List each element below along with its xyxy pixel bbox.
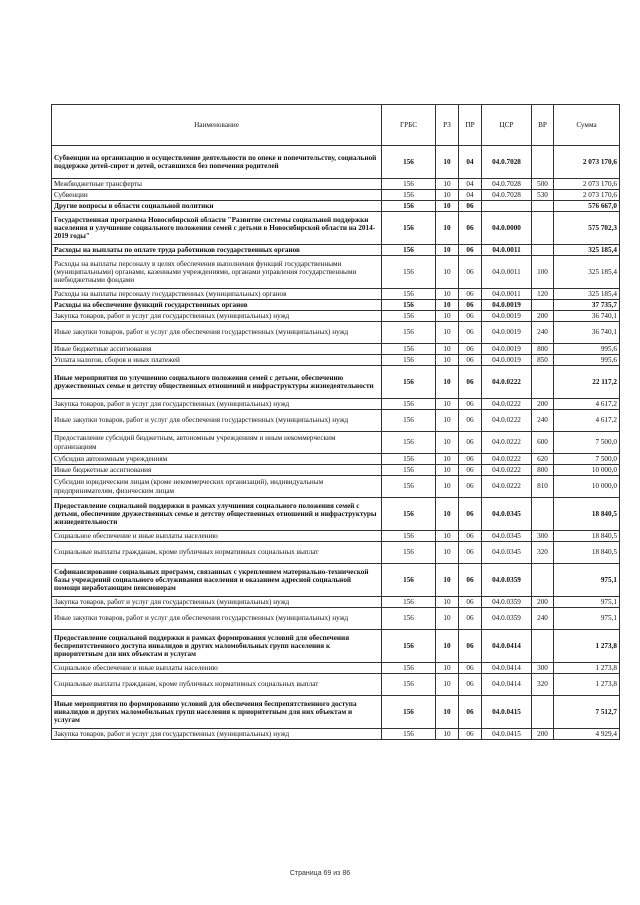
table-row	[52, 190, 620, 201]
cell-csr: 04.0.0415	[482, 696, 532, 729]
cell-rz: 10	[436, 245, 459, 256]
cell-pr: 06	[459, 300, 482, 311]
cell-pr: 06	[459, 454, 482, 465]
table-row	[52, 608, 620, 630]
cell-name: Социальные выплаты гражданам, кроме публичных нормативных социальных выплат	[52, 674, 382, 696]
table-row	[52, 201, 620, 212]
col-header-sum: Сумма	[554, 105, 620, 146]
table-row	[52, 322, 620, 344]
cell-grbs: 156	[382, 531, 436, 542]
table-row	[52, 674, 620, 696]
cell-rz: 10	[436, 674, 459, 696]
cell-sum: 7 500,0	[554, 454, 620, 465]
cell-sum: 2 073 170,6	[554, 146, 620, 179]
cell-grbs: 156	[382, 630, 436, 663]
cell-pr: 06	[459, 311, 482, 322]
cell-grbs: 156	[382, 432, 436, 454]
table-row	[52, 289, 620, 300]
table-row	[52, 344, 620, 355]
cell-name: Социальное обеспечение и иные выплаты населению	[52, 531, 382, 542]
cell-pr: 06	[459, 201, 482, 212]
cell-grbs: 156	[382, 454, 436, 465]
cell-csr: 04.0.0414	[482, 663, 532, 674]
cell-vr: 200	[532, 597, 554, 608]
cell-name: Иные мероприятия по улучшению социального положения семей с детьми, обеспечению дружественных семье и детству общественных отношений и инфраструктуры жизнедеятельности	[52, 366, 382, 399]
cell-vr: 100	[532, 256, 554, 289]
cell-rz: 10	[436, 597, 459, 608]
cell-grbs: 156	[382, 179, 436, 190]
cell-vr: 200	[532, 729, 554, 740]
cell-name: Иные мероприятия по формированию условий для обеспечения беспрепятственного доступа инвалидов и других маломобильных групп населения к приоритетным для них объектам и услугам	[52, 696, 382, 729]
cell-grbs: 156	[382, 300, 436, 311]
cell-pr: 06	[459, 355, 482, 366]
cell-pr: 06	[459, 630, 482, 663]
cell-name: Закупка товаров, работ и услуг для государственных (муниципальных) нужд	[52, 729, 382, 740]
cell-rz: 10	[436, 190, 459, 201]
table-row	[52, 245, 620, 256]
cell-name: Закупка товаров, работ и услуг для государственных (муниципальных) нужд	[52, 311, 382, 322]
cell-vr	[532, 212, 554, 245]
table-row	[52, 597, 620, 608]
cell-rz: 10	[436, 355, 459, 366]
cell-vr	[532, 201, 554, 212]
cell-pr: 06	[459, 256, 482, 289]
cell-csr: 04.0.0345	[482, 531, 532, 542]
col-header-grbs: ГРБС	[382, 105, 436, 146]
cell-vr: 300	[532, 531, 554, 542]
cell-vr: 200	[532, 399, 554, 410]
cell-rz: 10	[436, 289, 459, 300]
cell-vr: 800	[532, 465, 554, 476]
table-row	[52, 410, 620, 432]
cell-pr: 06	[459, 476, 482, 498]
cell-grbs: 156	[382, 256, 436, 289]
cell-vr: 240	[532, 322, 554, 344]
cell-sum: 2 073 170,6	[554, 179, 620, 190]
cell-rz: 10	[436, 542, 459, 564]
cell-pr: 06	[459, 465, 482, 476]
cell-sum: 995,6	[554, 355, 620, 366]
cell-name: Расходы на выплаты персоналу в целях обеспечения выполнения функций государственными (муниципальными) органами, казенными учреждениями, органами управления государственными внебюджетными фондами	[52, 256, 382, 289]
table-row	[52, 465, 620, 476]
cell-sum: 37 735,7	[554, 300, 620, 311]
table-row	[52, 212, 620, 245]
cell-name: Предоставление субсидий бюджетным, автономным учреждениям и иным некоммерческим организациям	[52, 432, 382, 454]
cell-sum: 18 840,5	[554, 542, 620, 564]
cell-name: Иные закупки товаров, работ и услуг для обеспечения государственных (муниципальных) нужд	[52, 410, 382, 432]
cell-csr: 04.0.0222	[482, 465, 532, 476]
cell-csr	[482, 201, 532, 212]
cell-pr: 06	[459, 531, 482, 542]
cell-vr: 300	[532, 663, 554, 674]
table-row	[52, 366, 620, 399]
cell-grbs: 156	[382, 410, 436, 432]
cell-vr	[532, 245, 554, 256]
cell-vr	[532, 498, 554, 531]
cell-grbs: 156	[382, 146, 436, 179]
cell-csr: 04.0.0000	[482, 212, 532, 245]
cell-csr: 04.0.0222	[482, 399, 532, 410]
cell-sum: 22 117,2	[554, 366, 620, 399]
cell-name: Другие вопросы в области социальной политики	[52, 201, 382, 212]
cell-name: Расходы на обеспечение функций государственных органов	[52, 300, 382, 311]
cell-sum: 575 702,3	[554, 212, 620, 245]
cell-pr: 06	[459, 608, 482, 630]
col-header-csr: ЦСР	[482, 105, 532, 146]
header-row	[52, 105, 620, 146]
cell-pr: 06	[459, 696, 482, 729]
cell-csr: 04.0.0011	[482, 256, 532, 289]
table-row	[52, 146, 620, 179]
cell-csr: 04.0.0414	[482, 674, 532, 696]
cell-rz: 10	[436, 366, 459, 399]
cell-rz: 10	[436, 432, 459, 454]
cell-vr: 620	[532, 454, 554, 465]
table-row	[52, 300, 620, 311]
cell-name: Предоставление социальной поддержки в рамках формирования условий для обеспечения беспрепятственного доступа инвалидов и других маломобильных групп населения к приоритетным для них объектам и услугам	[52, 630, 382, 663]
cell-sum: 975,1	[554, 608, 620, 630]
cell-grbs: 156	[382, 465, 436, 476]
cell-csr: 04.0.0359	[482, 564, 532, 597]
cell-sum: 1 273,8	[554, 663, 620, 674]
cell-grbs: 156	[382, 674, 436, 696]
cell-sum: 18 840,5	[554, 498, 620, 531]
cell-sum: 36 740,1	[554, 322, 620, 344]
cell-pr: 06	[459, 729, 482, 740]
cell-rz: 10	[436, 201, 459, 212]
cell-name: Закупка товаров, работ и услуг для государственных (муниципальных) нужд	[52, 399, 382, 410]
cell-name: Иные закупки товаров, работ и услуг для обеспечения государственных (муниципальных) нужд	[52, 322, 382, 344]
cell-csr: 04.0.0345	[482, 498, 532, 531]
cell-name: Социальное обеспечение и иные выплаты населению	[52, 663, 382, 674]
cell-name: Субсидии юридическим лицам (кроме некоммерческих организаций), индивидуальным предпринимателям, физическим лицам	[52, 476, 382, 498]
cell-name: Иные бюджетные ассигнования	[52, 344, 382, 355]
cell-rz: 10	[436, 729, 459, 740]
cell-csr: 04.0.7028	[482, 146, 532, 179]
cell-pr: 04	[459, 190, 482, 201]
cell-name: Расходы на выплаты персоналу государственных (муниципальных) органов	[52, 289, 382, 300]
cell-vr: 800	[532, 344, 554, 355]
table-row	[52, 729, 620, 740]
cell-vr	[532, 146, 554, 179]
cell-pr: 06	[459, 674, 482, 696]
cell-name: Закупка товаров, работ и услуг для государственных (муниципальных) нужд	[52, 597, 382, 608]
cell-rz: 10	[436, 256, 459, 289]
cell-name: Социальные выплаты гражданам, кроме публичных нормативных социальных выплат	[52, 542, 382, 564]
cell-csr: 04.0.0359	[482, 597, 532, 608]
cell-rz: 10	[436, 311, 459, 322]
col-header-rz: РЗ	[436, 105, 459, 146]
cell-pr: 06	[459, 399, 482, 410]
page-number: Страница 69 из 86	[289, 870, 351, 877]
cell-sum: 325 185,4	[554, 289, 620, 300]
cell-csr: 04.0.0019	[482, 344, 532, 355]
cell-rz: 10	[436, 212, 459, 245]
cell-csr: 04.0.0415	[482, 729, 532, 740]
cell-rz: 10	[436, 630, 459, 663]
table-row	[52, 630, 620, 663]
budget-table	[51, 104, 620, 740]
cell-name: Межбюджетные трансферты	[52, 179, 382, 190]
table-row	[52, 531, 620, 542]
cell-vr	[532, 696, 554, 729]
cell-pr: 06	[459, 410, 482, 432]
table-row	[52, 256, 620, 289]
cell-pr: 06	[459, 663, 482, 674]
cell-pr: 04	[459, 179, 482, 190]
cell-csr: 04.0.0019	[482, 311, 532, 322]
cell-name: Субсидии автономным учреждениям	[52, 454, 382, 465]
cell-sum: 975,1	[554, 597, 620, 608]
cell-rz: 10	[436, 410, 459, 432]
cell-rz: 10	[436, 454, 459, 465]
cell-pr: 06	[459, 432, 482, 454]
cell-name: Предоставление социальной поддержки в рамках улучшения социального положения семей с детьми, обеспечение дружественных семье и детству общественных отношений и инфраструктуры жизнедеятельности	[52, 498, 382, 531]
cell-grbs: 156	[382, 366, 436, 399]
cell-csr: 04.0.0019	[482, 355, 532, 366]
table-row	[52, 663, 620, 674]
cell-csr: 04.0.0414	[482, 630, 532, 663]
cell-vr: 530	[532, 190, 554, 201]
cell-pr: 06	[459, 366, 482, 399]
cell-rz: 10	[436, 179, 459, 190]
cell-rz: 10	[436, 399, 459, 410]
cell-vr: 240	[532, 410, 554, 432]
cell-grbs: 156	[382, 399, 436, 410]
cell-name: Иные закупки товаров, работ и услуг для обеспечения государственных (муниципальных) нужд	[52, 608, 382, 630]
cell-sum: 4 617,2	[554, 399, 620, 410]
cell-csr: 04.0.0359	[482, 608, 532, 630]
cell-csr: 04.0.7028	[482, 190, 532, 201]
cell-grbs: 156	[382, 344, 436, 355]
table-row	[52, 564, 620, 597]
table-row	[52, 355, 620, 366]
cell-csr: 04.0.0222	[482, 366, 532, 399]
cell-grbs: 156	[382, 245, 436, 256]
cell-rz: 10	[436, 344, 459, 355]
cell-csr: 04.0.0011	[482, 245, 532, 256]
cell-csr: 04.0.0222	[482, 476, 532, 498]
cell-csr: 04.0.0019	[482, 322, 532, 344]
cell-sum: 7 500,0	[554, 432, 620, 454]
cell-grbs: 156	[382, 311, 436, 322]
cell-pr: 06	[459, 564, 482, 597]
cell-grbs: 156	[382, 212, 436, 245]
cell-vr: 120	[532, 289, 554, 300]
cell-name: Иные бюджетные ассигнования	[52, 465, 382, 476]
cell-pr: 06	[459, 344, 482, 355]
table-row	[52, 432, 620, 454]
cell-grbs: 156	[382, 476, 436, 498]
cell-rz: 10	[436, 465, 459, 476]
cell-sum: 576 667,0	[554, 201, 620, 212]
cell-vr	[532, 630, 554, 663]
cell-sum: 2 073 170,6	[554, 190, 620, 201]
col-header-vr: ВР	[532, 105, 554, 146]
cell-csr: 04.0.0222	[482, 432, 532, 454]
cell-csr: 04.0.0222	[482, 454, 532, 465]
cell-rz: 10	[436, 531, 459, 542]
cell-name: Уплата налогов, сборов и иных платежей	[52, 355, 382, 366]
table-row	[52, 498, 620, 531]
cell-pr: 06	[459, 289, 482, 300]
cell-grbs: 156	[382, 542, 436, 564]
cell-name: Субвенции на организацию и осуществление деятельности по опеке и попечительству, социальной поддержке детей-сирот и детей, оставшихся без попечения родителей	[52, 146, 382, 179]
cell-rz: 10	[436, 696, 459, 729]
cell-grbs: 156	[382, 322, 436, 344]
cell-sum: 1 273,8	[554, 674, 620, 696]
cell-grbs: 156	[382, 289, 436, 300]
cell-sum: 325 185,4	[554, 256, 620, 289]
cell-rz: 10	[436, 498, 459, 531]
cell-rz: 10	[436, 608, 459, 630]
cell-vr: 200	[532, 311, 554, 322]
cell-vr: 320	[532, 542, 554, 564]
cell-vr: 320	[532, 674, 554, 696]
cell-csr: 04.0.0011	[482, 289, 532, 300]
cell-csr: 04.0.7028	[482, 179, 532, 190]
table-row	[52, 399, 620, 410]
cell-sum: 36 740,1	[554, 311, 620, 322]
cell-name: Государственная программа Новосибирской области "Развитие системы социальной поддержки населения и улучшение социального положения семей с детьми в Новосибирской области на 2014-2019 годы"	[52, 212, 382, 245]
cell-grbs: 156	[382, 696, 436, 729]
cell-grbs: 156	[382, 729, 436, 740]
cell-csr: 04.0.0222	[482, 410, 532, 432]
cell-pr: 06	[459, 245, 482, 256]
cell-rz: 10	[436, 564, 459, 597]
cell-sum: 975,1	[554, 564, 620, 597]
cell-grbs: 156	[382, 498, 436, 531]
cell-pr: 06	[459, 322, 482, 344]
cell-sum: 18 840,5	[554, 531, 620, 542]
cell-name: Расходы на выплаты по оплате труда работников государственных органов	[52, 245, 382, 256]
cell-sum: 995,6	[554, 344, 620, 355]
table-row	[52, 476, 620, 498]
table-body	[52, 146, 620, 740]
cell-rz: 10	[436, 300, 459, 311]
cell-rz: 10	[436, 663, 459, 674]
cell-sum: 1 273,8	[554, 630, 620, 663]
cell-vr: 240	[532, 608, 554, 630]
cell-name: Софинансирование социальных программ, связанных с укреплением материально-технической базы учреждений социального обслуживания населения и оказанием адресной социальной помощи неработающим пенсионерам	[52, 564, 382, 597]
cell-sum: 10 000,0	[554, 465, 620, 476]
cell-name: Субвенции	[52, 190, 382, 201]
cell-vr: 850	[532, 355, 554, 366]
table-row	[52, 454, 620, 465]
table-row	[52, 311, 620, 322]
cell-vr	[532, 564, 554, 597]
cell-pr: 06	[459, 498, 482, 531]
cell-sum: 4 929,4	[554, 729, 620, 740]
cell-pr: 06	[459, 212, 482, 245]
cell-grbs: 156	[382, 597, 436, 608]
cell-sum: 325 185,4	[554, 245, 620, 256]
cell-sum: 10 000,0	[554, 476, 620, 498]
cell-pr: 04	[459, 146, 482, 179]
cell-grbs: 156	[382, 201, 436, 212]
table-row	[52, 696, 620, 729]
cell-vr: 500	[532, 179, 554, 190]
cell-rz: 10	[436, 322, 459, 344]
cell-vr: 810	[532, 476, 554, 498]
cell-csr: 04.0.0345	[482, 542, 532, 564]
cell-csr: 04.0.0019	[482, 300, 532, 311]
cell-vr	[532, 300, 554, 311]
cell-vr: 600	[532, 432, 554, 454]
cell-pr: 06	[459, 597, 482, 608]
cell-grbs: 156	[382, 663, 436, 674]
table-row	[52, 542, 620, 564]
cell-grbs: 156	[382, 355, 436, 366]
cell-rz: 10	[436, 476, 459, 498]
table-row	[52, 179, 620, 190]
cell-grbs: 156	[382, 190, 436, 201]
cell-vr	[532, 366, 554, 399]
col-header-name: Наименование	[52, 105, 382, 146]
col-header-pr: ПР	[459, 105, 482, 146]
cell-sum: 7 512,7	[554, 696, 620, 729]
cell-pr: 06	[459, 542, 482, 564]
cell-grbs: 156	[382, 564, 436, 597]
cell-rz: 10	[436, 146, 459, 179]
cell-sum: 4 617,2	[554, 410, 620, 432]
cell-grbs: 156	[382, 608, 436, 630]
